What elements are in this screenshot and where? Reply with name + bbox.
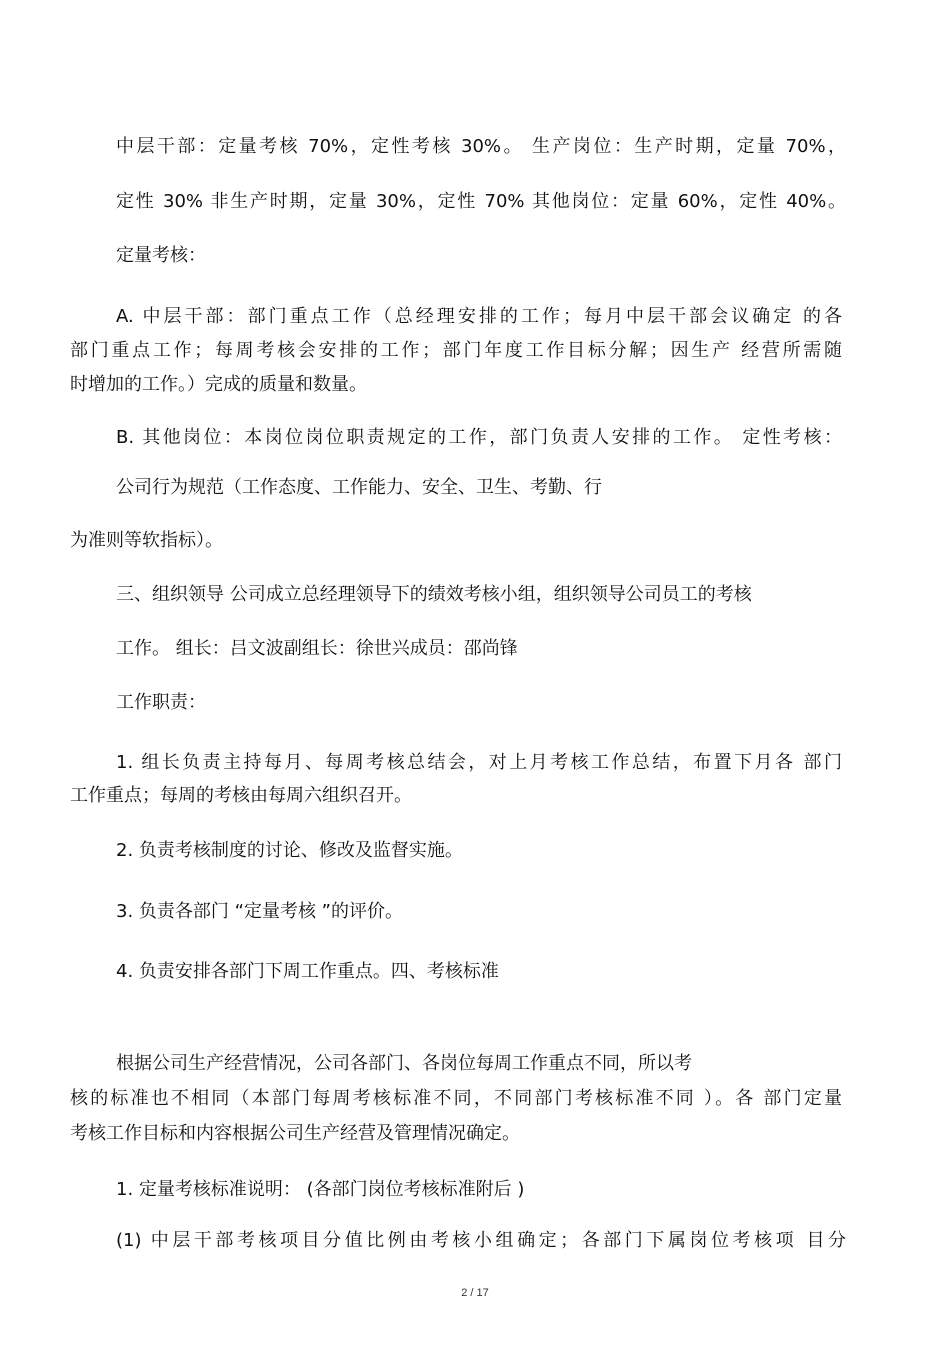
text-line: 4. 负责安排各部门下周工作重点。四、考核标准 bbox=[116, 961, 499, 982]
text-line: 工作职责： bbox=[116, 692, 206, 713]
text-line: 根据公司生产经营情况，公司各部门、各岗位每周工作重点不同，所以考 bbox=[116, 1053, 692, 1074]
text-line: 公司行为规范（工作态度、工作能力、安全、卫生、考勤、行 bbox=[116, 477, 602, 498]
text-line: B. 其他岗位：本岗位岗位职责规定的工作，部门负责人安排的工作。 定性考核： bbox=[116, 427, 842, 448]
text-line: 时增加的工作。）完成的质量和数量。 bbox=[70, 374, 367, 395]
text-line: 三、组织领导 公司成立总经理领导下的绩效考核小组，组织领导公司员工的考核 bbox=[116, 584, 752, 605]
text-line: 部门重点工作；每周考核会安排的工作；部门年度工作目标分解；因生产 经营所需随 bbox=[70, 340, 842, 361]
text-line: 2. 负责考核制度的讨论、修改及监督实施。 bbox=[116, 840, 463, 861]
text-line: 为准则等软指标）。 bbox=[70, 530, 223, 551]
text-line: 1. 定量考核标准说明： (各部门岗位考核标准附后 ) bbox=[116, 1179, 525, 1200]
text-line: 3. 负责各部门 “定量考核 ”的评价。 bbox=[116, 901, 403, 922]
text-line: 1. 组长负责主持每月、每周考核总结会，对上月考核工作总结，布置下月各 部门 bbox=[116, 752, 842, 773]
text-line: 工作。 组长：吕文波副组长：徐世兴成员：邵尚锋 bbox=[116, 638, 518, 659]
page-number: 2 / 17 bbox=[461, 1287, 489, 1299]
text-line: 定量考核： bbox=[116, 245, 206, 266]
text-line: 定性 30% 非生产时期，定量 30%，定性 70% 其他岗位：定量 60%，定性 40%。 bbox=[116, 191, 846, 212]
text-line: (1) 中层干部考核项目分值比例由考核小组确定；各部门下属岗位考核项 目分 bbox=[116, 1230, 846, 1251]
text-line: 核的标准也不相同（本部门每周考核标准不同，不同部门考核标准不同 ）。各 部门定量 bbox=[70, 1088, 842, 1109]
text-line: 考核工作目标和内容根据公司生产经营及管理情况确定。 bbox=[70, 1123, 520, 1144]
text-line: 工作重点；每周的考核由每周六组织召开。 bbox=[70, 785, 412, 806]
text-line: A. 中层干部：部门重点工作（总经理安排的工作；每月中层干部会议确定 的各 bbox=[116, 306, 842, 327]
text-line: 中层干部：定量考核 70%，定性考核 30%。 生产岗位：生产时期，定量 70%， bbox=[116, 136, 846, 157]
